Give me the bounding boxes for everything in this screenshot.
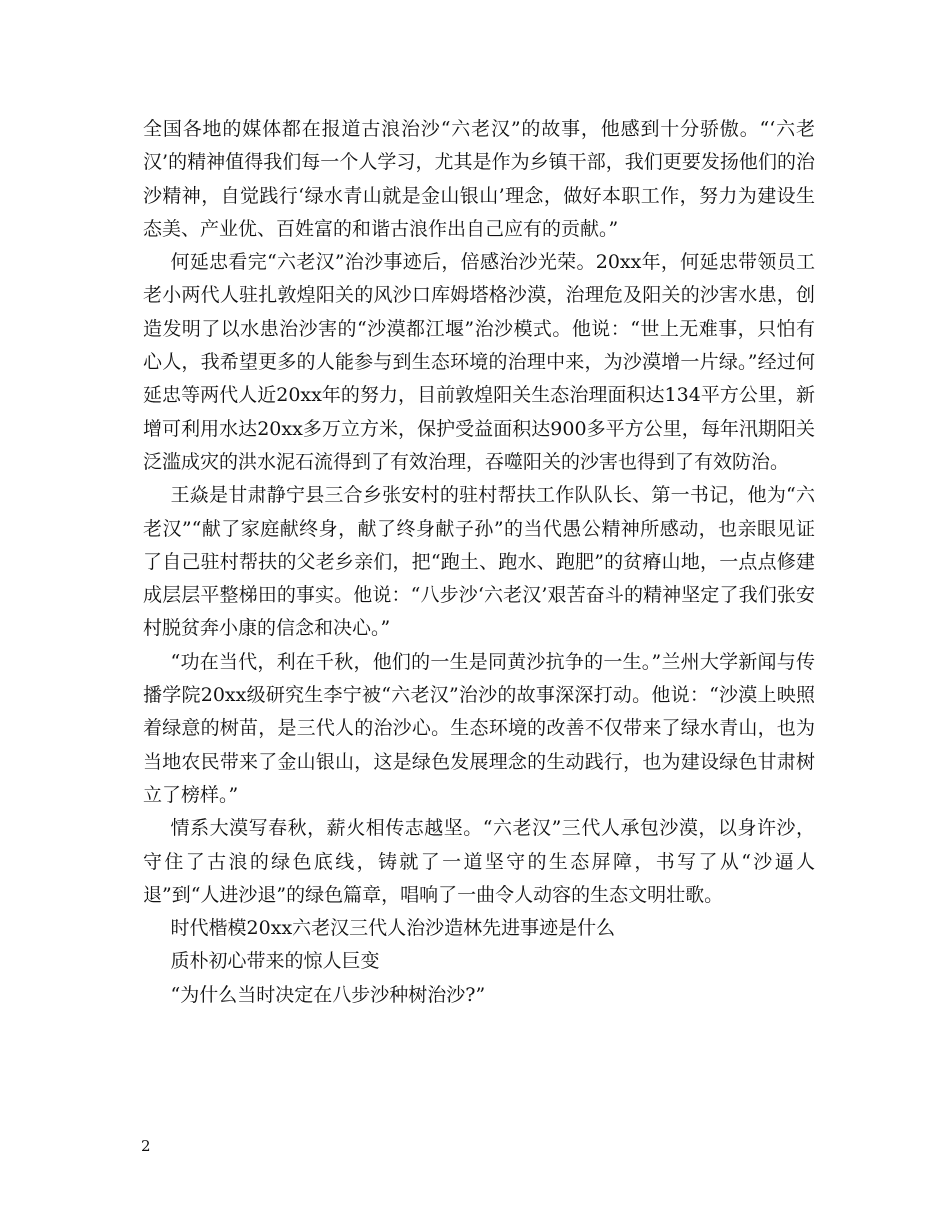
page-number: 2 (141, 1137, 151, 1155)
section-subtitle: 质朴初心带来的惊人巨变 (170, 950, 380, 973)
question-line: “为什么当时决定在八步沙种树治沙?” (170, 983, 486, 1006)
document-body (143, 113, 815, 1012)
paragraph-2: 何延忠看完“六老汉”治沙事迹后，倍感治沙光荣。20xx年，何延忠带领员工老小两代人驻扎敦煌阳关的风沙口库姆塔格沙漠，治理危及阳关的沙害水患，创造发明了以水患治沙害的“沙漠都江堰”治沙模式。他说：“世上无难事，只怕有心人，我希望更多的人能参与到生态环境的治理中来，为沙漠增一片绿。”经过何延忠等两代人近20xx年的努力，目前敦煌阳关生态治理面积达134平方公里，新增可利用水达20xx多万立方米，保护受益面积达900多平方公里，每年汛期阳关泛滥成灾的洪水泥石流得到了有效治理，吞噬阳关的沙害也得到了有效防治。 (143, 251, 815, 473)
paragraph-4: “功在当代，利在千秋，他们的一生是同黄沙抗争的一生。”兰州大学新闻与传播学院20xx级研究生李宁被“六老汉”治沙的故事深深打动。他说：“沙漠上映照着绿意的树苗，是三代人的治沙心。生态环境的改善不仅带来了绿水青山，也为当地农民带来了金山银山，这是绿色发展理念的生动践行，也为建设绿色甘肃树立了榜样。” (143, 650, 815, 806)
section-title: 时代楷模20xx六老汉三代人治沙造林先进事迹是什么 (170, 917, 616, 940)
paragraph-3: 王焱是甘肃静宁县三合乡张安村的驻村帮扶工作队队长、第一书记，他为“六老汉”“献了家庭献终身，献了终身献子孙”的当代愚公精神所感动，也亲眼见证了自己驻村帮扶的父老乡亲们，把“跑土、跑水、跑肥”的贫瘠山地，一点点修建成层层平整梯田的事实。他说：“八步沙‘六老汉’艰苦奋斗的精神坚定了我们张安村脱贫奔小康的信念和决心。” (143, 484, 815, 640)
paragraph-1: 全国各地的媒体都在报道古浪治沙“六老汉”的故事，他感到十分骄傲。“‘六老汉’的精神值得我们每一个人学习，尤其是作为乡镇干部，我们更要发扬他们的治沙精神，自觉践行‘绿水青山就是金山银山’理念，做好本职工作，努力为建设生态美、产业优、百姓富的和谐古浪作出自己应有的贡献。” (143, 118, 815, 240)
paragraph-5: 情系大漠写春秋，薪火相传志越坚。“六老汉”三代人承包沙漠，以身许沙，守住了古浪的绿色底线，铸就了一道坚守的生态屏障，书写了从“沙逼人退”到“人进沙退”的绿色篇章，唱响了一曲令人动容的生态文明壮歌。 (143, 817, 815, 906)
